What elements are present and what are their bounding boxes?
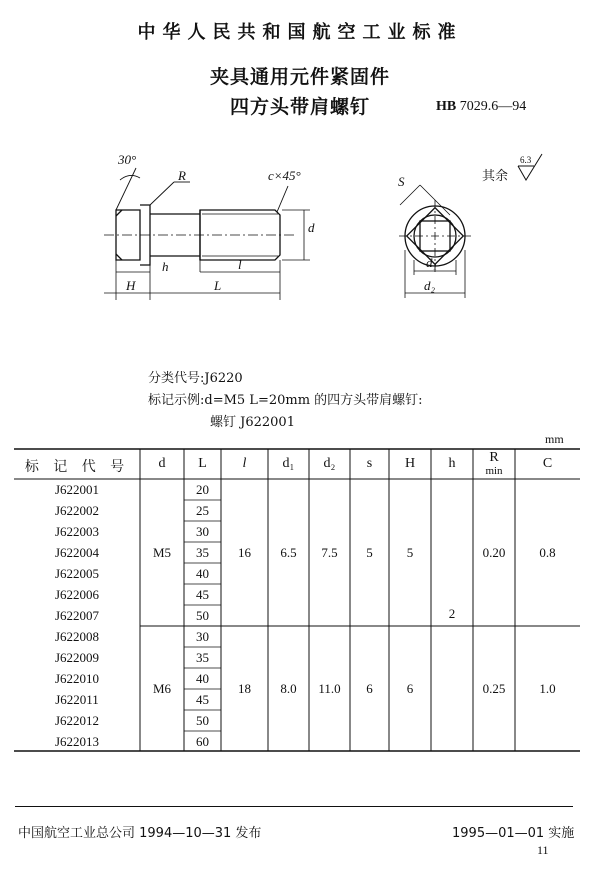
group-m5-d2: 7.5 bbox=[321, 545, 338, 560]
header-s: s bbox=[366, 456, 373, 471]
S-label: S bbox=[398, 174, 405, 189]
footer-divider bbox=[15, 806, 573, 807]
header-C: C bbox=[542, 456, 553, 471]
header-l: l bbox=[242, 456, 247, 471]
row-code: J622009 bbox=[54, 650, 100, 665]
row-code: J622003 bbox=[54, 524, 100, 539]
row-code: J622011 bbox=[55, 692, 99, 707]
row-code: J622004 bbox=[54, 545, 100, 560]
header-R-symbol: R bbox=[489, 450, 499, 465]
header-R bbox=[473, 451, 515, 478]
group-m6-d2: 11.0 bbox=[318, 681, 341, 696]
row-L: 20 bbox=[196, 482, 209, 497]
row-L: 45 bbox=[196, 692, 209, 707]
row-code: J622013 bbox=[54, 734, 100, 749]
row-L: 50 bbox=[196, 608, 209, 623]
page-number: 11 bbox=[537, 843, 549, 857]
row-L: 30 bbox=[196, 524, 209, 539]
classification-code: 分类代号:J6220 bbox=[148, 371, 243, 386]
row-code: J622005 bbox=[54, 566, 100, 581]
group-m5-R: 0.20 bbox=[482, 545, 506, 560]
d2-label: d₂ bbox=[424, 278, 436, 293]
angle-label: 30° bbox=[118, 152, 137, 167]
row-code: J622002 bbox=[54, 503, 100, 518]
row-L: 30 bbox=[196, 629, 209, 644]
L-label: L bbox=[214, 278, 222, 293]
header-d: d bbox=[158, 456, 166, 471]
row-L: 40 bbox=[196, 566, 209, 581]
group-m5-d1: 6.5 bbox=[280, 545, 297, 560]
group-m5-d: M5 bbox=[152, 545, 172, 560]
row-code: J622008 bbox=[54, 629, 100, 644]
rest-label: 其余 bbox=[482, 169, 509, 184]
title-line-2: 四方头带肩螺钉 bbox=[229, 96, 370, 118]
h-label: h bbox=[162, 259, 169, 274]
header-L: L bbox=[198, 456, 207, 471]
group-m6-R: 0.25 bbox=[482, 681, 506, 696]
d1-label: d₁ bbox=[426, 255, 438, 270]
row-L: 45 bbox=[196, 587, 209, 602]
group-m5-s: 5 bbox=[366, 545, 373, 560]
row-L: 35 bbox=[196, 650, 209, 665]
row-L: 35 bbox=[196, 545, 209, 560]
title-line-1: 夹具通用元件紧固件 bbox=[209, 66, 390, 88]
header-R-min: min bbox=[485, 465, 503, 477]
diameter-label: d bbox=[308, 220, 315, 235]
radius-label: R bbox=[178, 168, 186, 183]
standard-number: 7029.6—94 bbox=[459, 99, 527, 114]
unit-label: mm bbox=[545, 432, 564, 446]
marking-example: 标记示例:d=M5 L=20mm 的四方头带肩螺钉: bbox=[148, 393, 423, 408]
group-m6-d1: 8.0 bbox=[280, 681, 297, 696]
row-L: 60 bbox=[196, 734, 209, 749]
standard-body-header: 中华人民共和国航空工业标准 bbox=[137, 22, 463, 43]
row-code: J622006 bbox=[54, 587, 100, 602]
issue-date: 中国航空工业总公司 1994—10—31 发布 bbox=[18, 826, 262, 841]
row-code: J622007 bbox=[54, 608, 100, 623]
roughness-value: 6.3 bbox=[520, 155, 532, 165]
header-code: 标 记 代 号 bbox=[24, 459, 130, 475]
row-L: 25 bbox=[196, 503, 209, 518]
marking-example-part: 螺钉 J622001 bbox=[210, 415, 295, 430]
H-label: H bbox=[126, 278, 136, 293]
group-m6-d: M6 bbox=[152, 681, 172, 696]
standard-prefix: HB bbox=[436, 99, 457, 114]
effective-date: 1995—01—01 实施 bbox=[452, 826, 575, 841]
group-m5-H: 5 bbox=[406, 545, 414, 560]
chamfer-label: c×45° bbox=[268, 168, 301, 183]
row-L: 40 bbox=[196, 671, 209, 686]
group-m6-l: 18 bbox=[238, 681, 251, 696]
row-L: 50 bbox=[196, 713, 209, 728]
group-m6-s: 6 bbox=[366, 681, 373, 696]
h-value-all: 2 bbox=[448, 606, 456, 621]
l-label: l bbox=[238, 257, 242, 272]
row-code: J622010 bbox=[54, 671, 100, 686]
group-m6-H: 6 bbox=[406, 681, 414, 696]
header-H: H bbox=[404, 456, 416, 471]
header-d1: d₁ bbox=[282, 456, 295, 471]
group-m5-C: 0.8 bbox=[539, 545, 556, 560]
row-code: J622012 bbox=[54, 713, 100, 728]
row-code: J622001 bbox=[54, 482, 100, 497]
group-m6-C: 1.0 bbox=[539, 681, 556, 696]
group-m5-l: 16 bbox=[238, 545, 251, 560]
header-h: h bbox=[448, 456, 456, 471]
header-d2: d₂ bbox=[323, 456, 336, 471]
